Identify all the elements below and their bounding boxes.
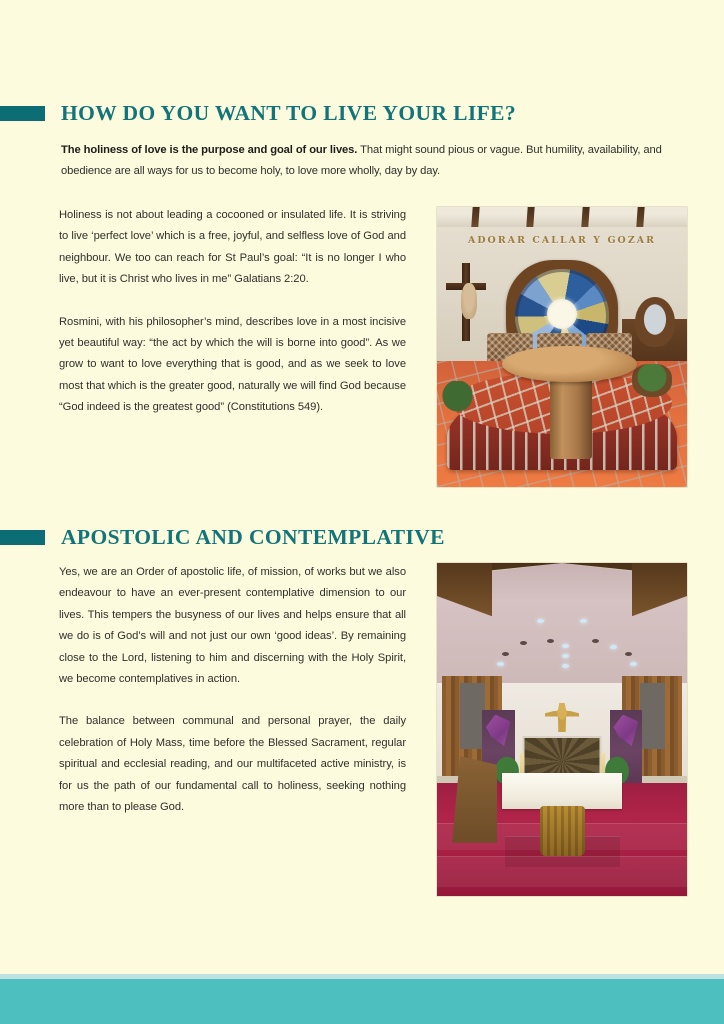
section-title: APOSTOLIC AND CONTEMPLATIVE [61,525,445,549]
heading-accent-bar [0,106,45,121]
ceiling-downlights [437,563,687,690]
paragraph: Yes, we are an Order of apostolic life, of mission, of works but we also endeavour to have an ever-present contemplative dimension to our lives. This tempers the busyness of our lives and helps ensure that all we do is of God’s will and not just our own ‘good ideas’. By remaining close to the Lord, listening to him and discerning with the Holy Spirit, we become contemplatives in action. [59,566,406,686]
paragraph: Holiness is not about leading a cocooned or insulated life. It is striving to live ‘perfect love’ which is a free, joyful, and selfless love of God and neighbour. We too can reach for St Paul’s goal: “It is no longer I who live, but it is Christ who lives in me” Galatians 2:20. [59,209,406,286]
section-heading-live-your-life [0,101,724,131]
intro-lead-bold: The holiness of love is the purpose and goal of our lives. [61,144,358,156]
intro-rest: That might sound pious or vague. But humility, availability, and obedience are all ways for us to become holy, to love more wholly, day by day. [61,144,662,177]
photo-chapel-adoration [437,207,687,487]
page-title: HOW DO YOU WANT TO LIVE YOUR LIFE? [61,101,517,125]
crucifix-corpus [461,283,477,319]
chapel-ceiling-beams [437,207,687,227]
potted-plant [440,381,475,415]
dark-panel-right [640,683,665,750]
chapel-reliquary [635,297,675,347]
section-1-body [59,205,406,419]
paragraph: Rosmini, with his philosopher’s mind, describes love in a most incisive yet beautiful way: “the act by which the will is borne into good”. As we grow to want to love everything that is good, and as we seek to love most that which is the greater good, naturally we will find God because “God indeed is the greatest good” (Constitutions 549). [59,315,406,414]
altar-with-white-cloth [502,773,622,810]
wooden-altar-top [502,346,637,382]
altar-base [540,806,585,856]
dark-panel-left [460,683,485,750]
chapel-wall-inscription: ADORAR CALLAR Y GOZAR [467,235,657,246]
footer-band [0,979,724,1024]
section-2-body [59,562,406,818]
intro-paragraph [61,140,690,182]
paragraph: The balance between communal and personal prayer, the daily celebration of Holy Mass, time before the Blessed Sacrament, regular spiritual and ecclesial reading, and our multifaceted active ministry, is for us the path of our fundamental call to holiness, seeking nothing more than to please God. [59,715,406,814]
potted-plant [632,364,672,398]
heading-accent-bar [0,530,45,545]
section-heading-apostolic-contemplative [0,525,724,555]
photo-sanctuary [437,563,687,896]
